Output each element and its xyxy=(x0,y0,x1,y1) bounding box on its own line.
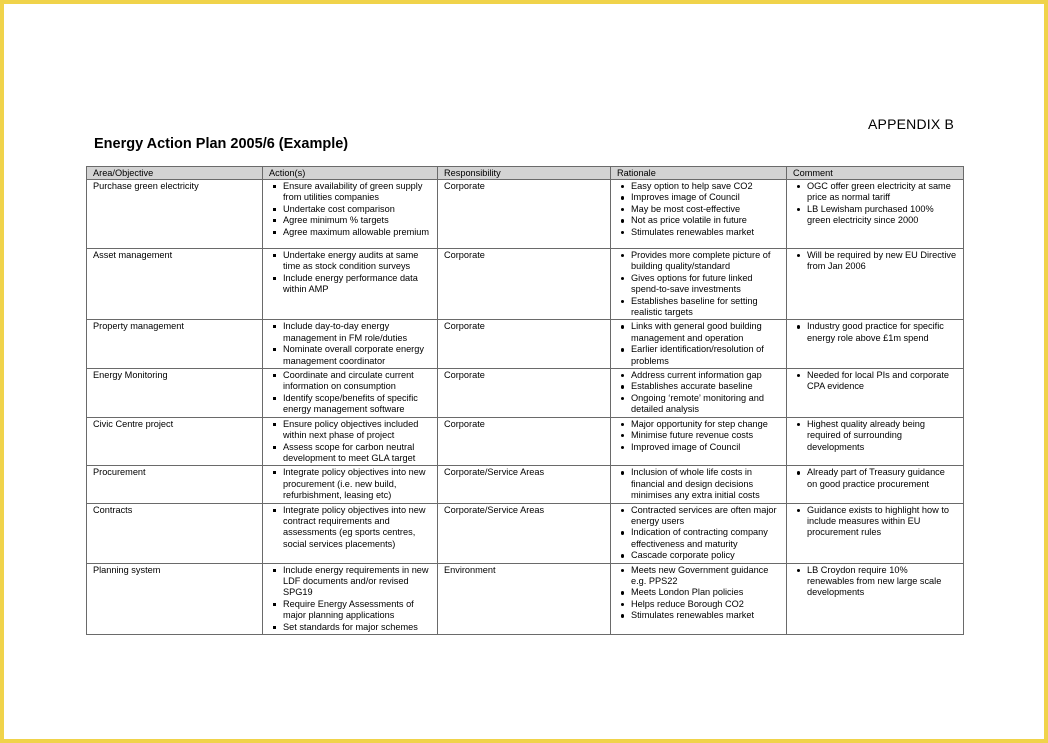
comment-item: Will be required by new EU Directive from Jan 2006 xyxy=(793,250,957,273)
action-item: Ensure availability of green supply from utilities companies xyxy=(269,181,431,204)
comment-item: Guidance exists to highlight how to include measures within EU procurement rules xyxy=(793,505,957,539)
table-row xyxy=(87,417,964,466)
area-objective-cell: Procurement xyxy=(87,466,263,503)
rationale-item: Gives options for future linked spend-to-save investments xyxy=(617,273,780,296)
comment-list xyxy=(793,419,957,453)
rationale-list xyxy=(617,467,780,501)
action-list xyxy=(269,321,431,367)
comment-cell xyxy=(787,563,964,634)
rationale-item: May be most cost-effective xyxy=(617,204,780,215)
rationale-cell xyxy=(611,369,787,418)
rationale-list xyxy=(617,419,780,453)
comment-list xyxy=(793,321,957,344)
responsibility-cell: Environment xyxy=(438,563,611,634)
action-item: Ensure policy objectives included within next phase of project xyxy=(269,419,431,442)
page-title: Energy Action Plan 2005/6 (Example) xyxy=(94,136,349,152)
table-row xyxy=(87,369,964,418)
action-item: Integrate policy objectives into new procurement (i.e. new build, refurbishment, leasing etc) xyxy=(269,467,431,501)
rationale-item: Not as price volatile in future xyxy=(617,215,780,226)
area-objective-cell: Energy Monitoring xyxy=(87,369,263,418)
area-objective-cell: Purchase green electricity xyxy=(87,180,263,249)
header-actions: Action(s) xyxy=(263,167,438,180)
comment-cell xyxy=(787,466,964,503)
rationale-list xyxy=(617,505,780,562)
responsibility-cell: Corporate/Service Areas xyxy=(438,503,611,563)
actions-cell xyxy=(263,320,438,369)
comment-list xyxy=(793,370,957,393)
rationale-list xyxy=(617,370,780,416)
rationale-item: Stimulates renewables market xyxy=(617,610,780,621)
action-list xyxy=(269,419,431,465)
table-row xyxy=(87,466,964,503)
table-row xyxy=(87,563,964,634)
header-responsibility: Responsibility xyxy=(438,167,611,180)
comment-item: Needed for local PIs and corporate CPA evidence xyxy=(793,370,957,393)
rationale-cell xyxy=(611,563,787,634)
actions-cell xyxy=(263,180,438,249)
action-item: Agree minimum % targets xyxy=(269,215,431,226)
rationale-list xyxy=(617,321,780,367)
comment-list xyxy=(793,565,957,599)
responsibility-cell: Corporate xyxy=(438,249,611,320)
actions-cell xyxy=(263,503,438,563)
rationale-item: Easy option to help save CO2 xyxy=(617,181,780,192)
table-row xyxy=(87,180,964,249)
comment-list xyxy=(793,250,957,273)
rationale-item: Helps reduce Borough CO2 xyxy=(617,599,780,610)
action-item: Undertake energy audits at same time as stock condition surveys xyxy=(269,250,431,273)
action-item: Identify scope/benefits of specific energy management software xyxy=(269,393,431,416)
actions-cell xyxy=(263,563,438,634)
rationale-item: Improved image of Council xyxy=(617,442,780,453)
actions-cell xyxy=(263,369,438,418)
rationale-cell xyxy=(611,417,787,466)
rationale-item: Meets new Government guidance e.g. PPS22 xyxy=(617,565,780,588)
action-item: Nominate overall corporate energy management coordinator xyxy=(269,344,431,367)
action-item: Set standards for major schemes xyxy=(269,622,431,633)
table-row xyxy=(87,320,964,369)
action-item: Include energy performance data within AMP xyxy=(269,273,431,296)
area-objective-cell: Property management xyxy=(87,320,263,369)
comment-item: Industry good practice for specific energy role above £1m spend xyxy=(793,321,957,344)
energy-action-plan-table xyxy=(86,166,964,635)
table-row xyxy=(87,249,964,320)
comment-cell xyxy=(787,249,964,320)
rationale-list xyxy=(617,181,780,238)
area-objective-cell: Asset management xyxy=(87,249,263,320)
comment-cell xyxy=(787,417,964,466)
comment-list xyxy=(793,467,957,490)
rationale-item: Indication of contracting company effectiveness and maturity xyxy=(617,527,780,550)
action-list xyxy=(269,181,431,238)
rationale-cell xyxy=(611,503,787,563)
action-item: Include energy requirements in new LDF documents and/or revised SPG19 xyxy=(269,565,431,599)
rationale-list xyxy=(617,250,780,318)
rationale-item: Ongoing ‘remote’ monitoring and detailed analysis xyxy=(617,393,780,416)
rationale-item: Stimulates renewables market xyxy=(617,227,780,238)
responsibility-cell: Corporate xyxy=(438,180,611,249)
rationale-item: Meets London Plan policies xyxy=(617,587,780,598)
rationale-item: Establishes baseline for setting realistic targets xyxy=(617,296,780,319)
action-list xyxy=(269,565,431,633)
action-item: Undertake cost comparison xyxy=(269,204,431,215)
area-objective-cell: Contracts xyxy=(87,503,263,563)
action-list xyxy=(269,250,431,296)
area-objective-cell: Planning system xyxy=(87,563,263,634)
header-rationale: Rationale xyxy=(611,167,787,180)
rationale-cell xyxy=(611,249,787,320)
rationale-item: Provides more complete picture of building quality/standard xyxy=(617,250,780,273)
action-item: Assess scope for carbon neutral development to meet GLA target xyxy=(269,442,431,465)
responsibility-cell: Corporate xyxy=(438,369,611,418)
header-comment: Comment xyxy=(787,167,964,180)
comment-item: Already part of Treasury guidance on good practice procurement xyxy=(793,467,957,490)
action-item: Include day-to-day energy management in FM role/duties xyxy=(269,321,431,344)
rationale-item: Inclusion of whole life costs in financial and design decisions minimises any extra initial costs xyxy=(617,467,780,501)
action-list xyxy=(269,467,431,501)
comment-list xyxy=(793,505,957,539)
action-item: Integrate policy objectives into new contract requirements and assessments (eg sports centres, social services placements) xyxy=(269,505,431,551)
comment-item: LB Croydon require 10% renewables from new large scale developments xyxy=(793,565,957,599)
table-body xyxy=(87,180,964,635)
comment-cell xyxy=(787,320,964,369)
rationale-item: Establishes accurate baseline xyxy=(617,381,780,392)
action-item: Coordinate and circulate current information on consumption xyxy=(269,370,431,393)
responsibility-cell: Corporate xyxy=(438,417,611,466)
comment-cell xyxy=(787,369,964,418)
rationale-cell xyxy=(611,180,787,249)
actions-cell xyxy=(263,466,438,503)
action-list xyxy=(269,505,431,551)
comment-item: OGC offer green electricity at same price as normal tariff xyxy=(793,181,957,204)
table-row xyxy=(87,503,964,563)
header-area: Area/Objective xyxy=(87,167,263,180)
comment-list xyxy=(793,181,957,227)
rationale-item: Major opportunity for step change xyxy=(617,419,780,430)
rationale-item: Improves image of Council xyxy=(617,192,780,203)
rationale-cell xyxy=(611,466,787,503)
area-objective-cell: Civic Centre project xyxy=(87,417,263,466)
comment-item: LB Lewisham purchased 100% green electricity since 2000 xyxy=(793,204,957,227)
rationale-item: Address current information gap xyxy=(617,370,780,381)
action-item: Agree maximum allowable premium xyxy=(269,227,431,238)
rationale-cell xyxy=(611,320,787,369)
table-header-row xyxy=(87,167,964,180)
responsibility-cell: Corporate/Service Areas xyxy=(438,466,611,503)
responsibility-cell: Corporate xyxy=(438,320,611,369)
rationale-item: Cascade corporate policy xyxy=(617,550,780,561)
action-item: Require Energy Assessments of major planning applications xyxy=(269,599,431,622)
rationale-item: Contracted services are often major energy users xyxy=(617,505,780,528)
comment-cell xyxy=(787,503,964,563)
action-list xyxy=(269,370,431,416)
comment-item: Highest quality already being required of surrounding developments xyxy=(793,419,957,453)
actions-cell xyxy=(263,249,438,320)
comment-cell xyxy=(787,180,964,249)
appendix-label: APPENDIX B xyxy=(868,116,955,132)
actions-cell xyxy=(263,417,438,466)
rationale-list xyxy=(617,565,780,622)
rationale-item: Links with general good building management and operation xyxy=(617,321,780,344)
rationale-item: Earlier identification/resolution of problems xyxy=(617,344,780,367)
rationale-item: Minimise future revenue costs xyxy=(617,430,780,441)
